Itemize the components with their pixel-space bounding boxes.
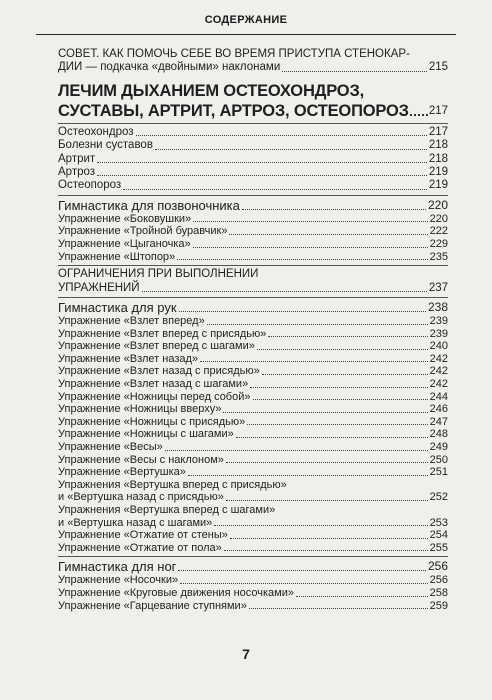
leader-dots (247, 424, 427, 425)
toc-entry-page: 219 (428, 179, 448, 192)
section-divider (58, 297, 448, 298)
leader-dots (268, 336, 427, 337)
section-divider (58, 195, 448, 196)
toc-entry[interactable] (58, 179, 448, 192)
leader-dots (296, 596, 428, 597)
toc-entry-page: 256 (429, 574, 448, 587)
leader-dots (179, 311, 426, 312)
toc-entry-title: Упражнение «Взлет вперед» (58, 315, 205, 328)
toc-entry-title: Упражнение «Тройной буравчик» (58, 225, 228, 238)
toc-entry-page: 259 (429, 599, 448, 612)
chapter-page: 217 (428, 104, 448, 117)
toc-entry[interactable] (58, 251, 448, 264)
toc-entry-page: 253 (429, 516, 448, 529)
combo2-line1: Упражнения «Вертушка вперед с шагами» (58, 503, 276, 516)
toc-entry[interactable] (58, 542, 448, 555)
toc-entry[interactable] (58, 416, 448, 429)
section-entry-legs[interactable] (58, 559, 448, 574)
toc-entry-title: Остеопороз (58, 179, 122, 192)
toc-entry-page: 218 (428, 152, 448, 165)
leader-dots (155, 149, 427, 150)
toc-entry-page: 258 (429, 586, 448, 599)
toc-entry-page: 220 (429, 212, 448, 225)
leader-dots (165, 450, 428, 451)
page-number: 7 (242, 646, 250, 662)
toc-entry-page: 249 (429, 440, 448, 453)
section-title: Гимнастика для рук (58, 300, 177, 316)
toc-advice-entry[interactable] (58, 61, 448, 74)
leader-dots (177, 259, 427, 260)
leader-dots (188, 475, 428, 476)
toc-entry-title: Болезни суставов (58, 139, 153, 152)
toc-entry-page: 237 (428, 281, 448, 294)
leader-dots (262, 374, 428, 375)
toc-entry[interactable] (58, 428, 448, 441)
leader-dots (249, 608, 428, 609)
leader-dots (236, 437, 428, 438)
leader-dots (200, 361, 428, 362)
leader-dots (230, 538, 428, 539)
toc-entry-title: Упражнение «Весы» (58, 440, 163, 453)
toc-entry[interactable] (58, 166, 448, 179)
toc-entry-title: и «Вертушка назад с шагами» (58, 516, 213, 529)
toc-entry[interactable] (58, 315, 448, 328)
leader-dots (253, 399, 428, 400)
toc-entry-page: 248 (429, 428, 448, 441)
leader-dots (257, 349, 428, 350)
combo1-entry[interactable] (58, 491, 448, 504)
chapter-title-line2: СУСТАВЫ, АРТРИТ, АРТРОЗ, ОСТЕОПОРОЗ (58, 101, 409, 120)
toc-entry[interactable] (58, 466, 448, 479)
toc-entry[interactable] (58, 403, 448, 416)
limits-title-line1: ОГРАНИЧЕНИЯ ПРИ ВЫПОЛНЕНИИ (58, 268, 259, 281)
toc-entry-title: Артрит (58, 152, 96, 165)
toc-entry[interactable] (58, 139, 448, 152)
toc-entry-title: Упражнение «Гарцевание ступнями» (58, 599, 247, 612)
leader-dots (229, 234, 427, 235)
toc-entry-title: Упражнение «Отжатие от стены» (58, 529, 228, 542)
toc-entry[interactable] (58, 353, 448, 366)
toc-entry-page: 255 (429, 541, 448, 554)
leader-dots (224, 550, 428, 551)
toc-entry-title: Упражнение «Вертушка» (58, 466, 186, 479)
toc-entry[interactable] (58, 587, 448, 600)
toc-entry-page: 250 (429, 453, 448, 466)
leader-dots (410, 114, 428, 116)
diseases-list (58, 126, 448, 193)
toc-entry[interactable] (58, 213, 448, 226)
toc-entry-page: 251 (429, 466, 448, 479)
section-divider (58, 123, 448, 124)
toc-entry[interactable] (58, 225, 448, 238)
leader-dots (207, 324, 428, 325)
toc-entry-title: Упражнение «Отжатие от пола» (58, 541, 222, 554)
toc-entry-title: Упражнение «Взлет вперед с шагами» (58, 340, 255, 353)
toc-entry-title: Упражнение «Ножницы перед собой» (58, 390, 251, 403)
toc-entry-title: Артроз (58, 166, 96, 179)
hands-exercise-list (58, 315, 448, 479)
leader-dots (97, 162, 427, 163)
toc-entry-title: Остеохондроз (58, 125, 134, 138)
toc-entry[interactable] (58, 391, 448, 404)
toc-entry[interactable] (58, 529, 448, 542)
leader-dots (178, 570, 426, 571)
toc-entry-page: 242 (429, 378, 448, 390)
toc-entry-title: Упражнение «Цыганочка» (58, 238, 191, 251)
section-divider (58, 265, 448, 266)
toc-entry-page: 246 (429, 403, 448, 416)
toc-entry-title: Упражнение «Весы с наклоном» (58, 453, 224, 466)
toc-entry-page: 235 (429, 250, 448, 263)
section-page: 238 (427, 300, 448, 315)
toc-entry-title: Упражнение «Взлет назад с шагами» (58, 378, 249, 390)
chapter-entry[interactable] (58, 101, 448, 121)
toc-entry-page: 229 (429, 238, 448, 251)
leader-dots (282, 71, 427, 72)
table-of-contents (58, 48, 448, 612)
toc-entry[interactable] (58, 600, 448, 613)
toc-entry-title: Упражнение «Ножницы с шагами» (58, 428, 234, 441)
toc-entry-title: Упражнение «Боковушки» (58, 212, 192, 225)
toc-entry-page: 215 (428, 61, 448, 74)
leader-dots (123, 189, 427, 190)
toc-entry-title: УПРАЖНЕНИЙ (58, 281, 140, 294)
chapter-title-line1: ЛЕЧИМ ДЫХАНИЕМ ОСТЕОХОНДРОЗ, (58, 81, 364, 100)
toc-entry-page: 217 (428, 125, 448, 138)
toc-entry-title: ДИИ — подкачка «двойными» наклонами (58, 61, 281, 74)
section-divider (58, 556, 448, 557)
toc-entry[interactable] (58, 454, 448, 467)
toc-entry[interactable] (58, 328, 448, 341)
toc-entry-page: 222 (429, 225, 448, 238)
running-header: СОДЕРЖАНИЕ (204, 14, 288, 26)
toc-entry-page: 242 (429, 365, 448, 378)
toc-entry-title: Упражнение «Круговые движения носочками» (58, 586, 294, 599)
leader-dots (97, 175, 427, 176)
toc-entry-page: 252 (429, 491, 448, 504)
toc-entry[interactable] (58, 238, 448, 251)
section-entry-spine[interactable] (58, 198, 448, 213)
leader-dots (250, 387, 427, 388)
leader-dots (226, 462, 428, 463)
toc-entry[interactable] (58, 365, 448, 378)
toc-entry-page: 254 (429, 529, 448, 542)
toc-entry[interactable] (58, 153, 448, 166)
leader-dots (193, 221, 428, 222)
leader-dots (242, 209, 426, 210)
toc-entry-page: 239 (429, 327, 448, 340)
toc-entry-title: Упражнение «Взлет назад с присядью» (58, 365, 260, 378)
leader-dots (142, 291, 427, 292)
toc-entry-title: Упражнение «Взлет назад» (58, 352, 199, 365)
toc-entry-page: 240 (429, 340, 448, 353)
combo1-line1: Упражнения «Вертушка вперед с присядью» (58, 478, 287, 491)
combo2-entry[interactable] (58, 517, 448, 530)
toc-entry-title: Упражнение «Взлет вперед с присядью» (58, 327, 267, 340)
toc-entry-page: 239 (429, 315, 448, 328)
toc-advice-line1: СОВЕТ. КАК ПОМОЧЬ СЕБЕ ВО ВРЕМЯ ПРИСТУПА СТЕНОКАР- (58, 48, 410, 60)
section-page: 220 (427, 197, 448, 212)
legs-exercise-list (58, 574, 448, 612)
leader-dots (136, 135, 427, 136)
toc-entry[interactable] (58, 126, 448, 139)
toc-entry-title: Упражнение «Ножницы вверху» (58, 403, 222, 416)
leader-dots (226, 500, 428, 501)
toc-entry[interactable] (58, 378, 448, 391)
section-page: 256 (427, 559, 448, 574)
toc-entry-page: 244 (429, 390, 448, 403)
toc-entry-page: 218 (428, 139, 448, 152)
toc-entry[interactable] (58, 574, 448, 587)
toc-entry-title: Упражнение «Ножницы с присядью» (58, 415, 246, 428)
toc-entry-title: и «Вертушка назад с присядью» (58, 491, 224, 504)
header-rule (36, 34, 456, 35)
section-title: Гимнастика для ног (58, 559, 177, 575)
leader-dots (193, 247, 428, 248)
section-entry-hands[interactable] (58, 300, 448, 315)
toc-entry-page: 247 (429, 415, 448, 428)
toc-entry[interactable] (58, 441, 448, 454)
spine-exercise-list (58, 213, 448, 263)
leader-dots (180, 583, 428, 584)
leader-dots (214, 525, 427, 526)
leader-dots (223, 412, 427, 413)
hands-exercise-list-2 (58, 529, 448, 554)
toc-entry-page: 219 (428, 166, 448, 179)
section-title: Гимнастика для позвоночника (58, 197, 240, 213)
toc-entry-title: Упражнение «Штопор» (58, 250, 176, 263)
toc-entry[interactable] (58, 340, 448, 353)
toc-entry-page: 242 (429, 352, 448, 365)
limits-entry[interactable] (58, 282, 448, 295)
toc-entry-title: Упражнение «Носочки» (58, 574, 179, 587)
